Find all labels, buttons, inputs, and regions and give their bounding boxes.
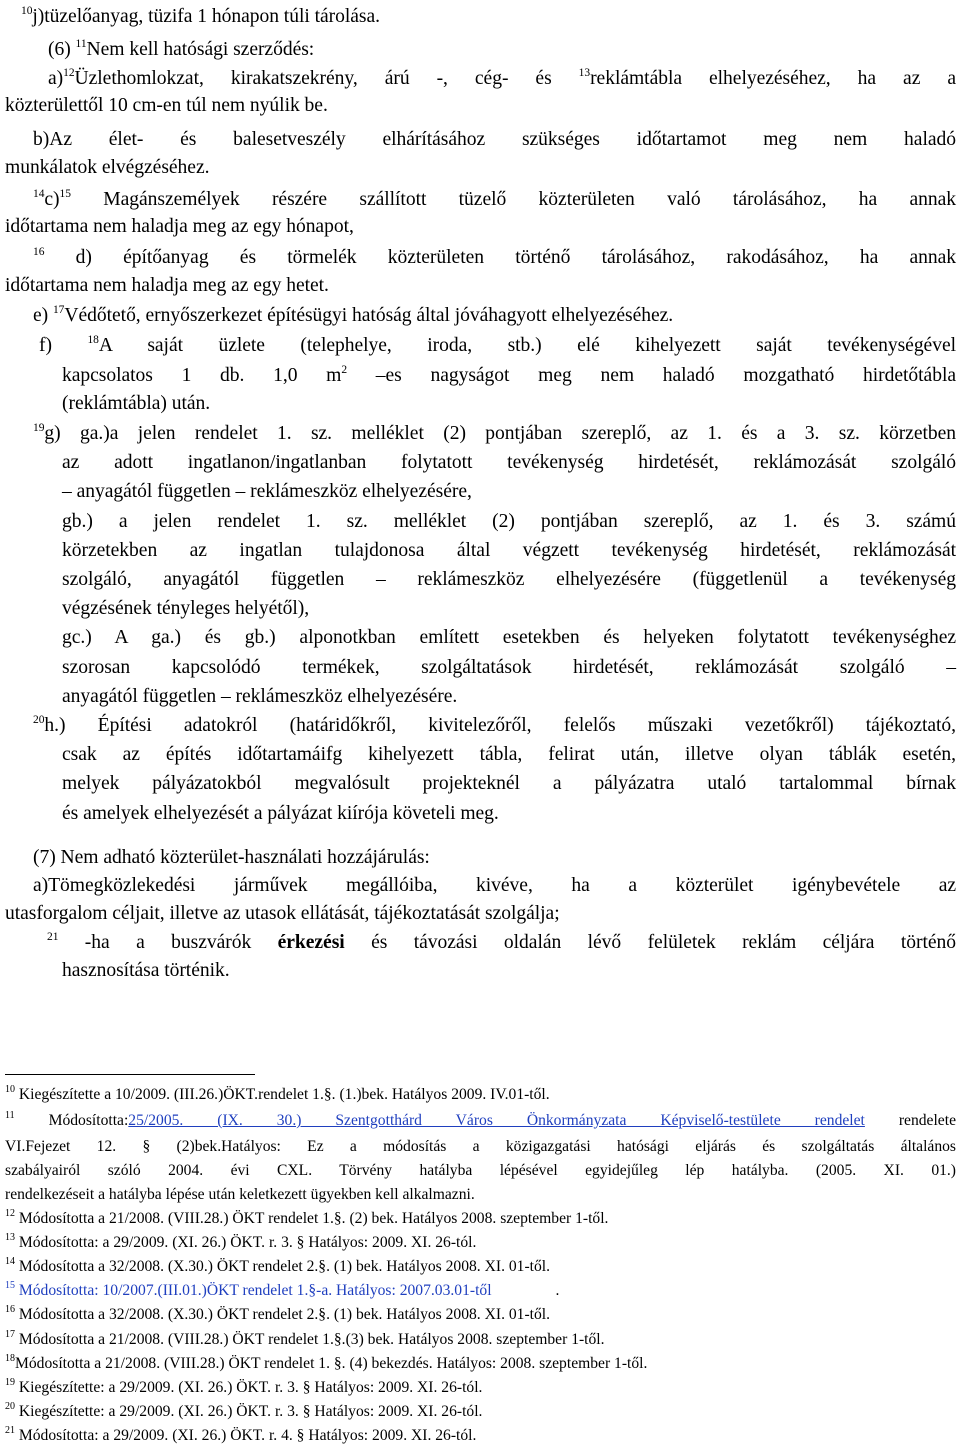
text-line: melyek pályázatokból megvalósult projekteknél a pályázatra utaló tartalommal bírnak	[62, 773, 956, 794]
text-line: e) $^{17}$Védőtető, ernyőszerkezet építésügyi hatóság által jóváhagyott elhelyezéséhez.	[33, 304, 674, 326]
footnote: $^{18}$Módosította a 21/2008. (VIII.28.) ÖKT rendelet 1. §. (4) bekezdés. Hatályos: 2008. szeptember 1-től.	[5, 1353, 648, 1372]
footnote-ref[interactable]: 21	[47, 931, 59, 943]
text-line: gb.) a jelen rendelet 1. sz. melléklet (2) pontjában szereplő, az 1. és 3. számú	[62, 511, 956, 532]
section-heading: (7) Nem adható közterület-használati hozzájárulás:	[33, 847, 430, 868]
text-line: $^{16}$ d) építőanyag és törmelék közterületen történő tárolásához, rakodásához, ha annak	[33, 246, 956, 268]
footnote: $^{15}$ Módosította: 10/2007.(III.01.)ÖKT rendelet 1.§-a. Hatályos: 2007.03.01-től .	[5, 1280, 560, 1299]
text-line: b)Az élet- és balesetveszély elhárításához szükséges időtartamot meg nem haladó	[33, 129, 956, 150]
footnote: $^{13}$ Módosította: a 29/2009. (XI. 26.) ÖKT. r. 3. § Hatályos: 2009. XI. 26-tól.	[5, 1232, 477, 1251]
footnote-ref[interactable]: 15	[59, 188, 71, 200]
text-line: és amelyek elhelyezését a pályázat kiírója követeli meg.	[62, 803, 499, 824]
footnote: $^{16}$ Módosította a 32/2008. (X.30.) ÖKT rendelet 2.§. (1) bek. Hatályos 2008. XI. 01-től.	[5, 1304, 551, 1323]
text-line: munkálatok elvégzéséhez.	[5, 157, 210, 178]
text-line: szorosan kapcsolódó termékek, szolgáltatások hirdetését, reklámozását szolgáló –	[62, 657, 956, 678]
text-line: szolgáló, anyagától független – reklámeszköz elhelyezésére (függetlenül a tevékenység	[62, 569, 956, 590]
superscript: 2	[341, 364, 348, 376]
text-line: közterülettől 10 cm-en túl nem nyúlik be.	[5, 95, 328, 116]
footnote-ref[interactable]: 16	[33, 246, 45, 258]
text-line: utasforgalom céljait, illetve az utasok ellátását, tájékoztatását szolgálja;	[5, 903, 560, 924]
footnote-ref[interactable]: 10	[21, 5, 33, 17]
text-line: $^{14}$c)$^{15}$ Magánszemélyek részére szállított tüzelő közterületen való tárolásához, ha annak	[33, 188, 956, 210]
footnote: $^{11}$ Módosította:25/2005. (IX. 30.) Szentgotthárd Város Önkormányzata Képviselő-testülete rendelet rendelete	[5, 1110, 956, 1129]
text-line: (reklámtábla) után.	[62, 393, 211, 414]
text-line: időtartama nem haladja meg az egy hónapot,	[5, 216, 354, 237]
text-line: $^{10}$j)tüzelőanyag, tüzifa 1 hónapon túli tárolása.	[21, 5, 380, 27]
text-line: $^{21}$ -ha a buszvárók érkezési és távozási oldalán lévő felületek reklám céljára történő	[47, 931, 956, 953]
footnote-ref[interactable]: 20	[33, 714, 45, 726]
text-line: körzetekben az ingatlan tulajdonosa által végzett tevékenység hirdetését, reklámozását	[62, 540, 956, 561]
footnote: rendelkezéseit a hatályba lépése után keletkezett ügyekben kell alkalmazni.	[5, 1186, 475, 1203]
footnote: $^{10}$ Kiegészítette a 10/2009. (III.26.)ÖKT.rendelet 1.§. (1.)bek. Hatályos 2009. IV.01-től.	[5, 1084, 550, 1103]
footnote-ref[interactable]: 14	[33, 188, 45, 200]
text-line: időtartama nem haladja meg az egy hetet.	[5, 275, 329, 296]
text-line: $^{20}$h.) Építési adatokról (határidőkről, kivitelezőről, felelős műszaki vezetőkről) tájékoztató,	[33, 714, 956, 736]
footnote: $^{19}$ Kiegészítette: a 29/2009. (XI. 26.) ÖKT. r. 3. § Hatályos: 2009. XI. 26-tól.	[5, 1377, 483, 1396]
text-line: anyagától független – reklámeszköz elhelyezésére.	[62, 686, 458, 707]
footnote: $^{20}$ Kiegészítette: a 29/2009. (XI. 26.) ÖKT. r. 3. § Hatályos: 2009. XI. 26-tól.	[5, 1401, 483, 1420]
footnote-ref[interactable]: 18	[87, 334, 99, 346]
section-heading: (6) $^{11}$Nem kell hatósági szerződés:	[48, 38, 315, 60]
text-line: csak az építés időtartamáifg kihelyezett tábla, felirat után, illetve olyan táblák esetén,	[62, 744, 956, 765]
text-line: a)$^{12}$Üzlethomlokzat, kirakatszekrény, árú -, cég- és $^{13}$reklámtábla elhelyezéséhez, ha az a	[48, 67, 957, 89]
text-line: – anyagától független – reklámeszköz elhelyezésére,	[62, 481, 472, 502]
footnote: VI.Fejezet 12. § (2)bek.Hatályos: Ez a módosítás a közigazgatási hatósági eljárás és szolgáltatás általános	[5, 1138, 956, 1155]
footnote-ref[interactable]: 12	[63, 67, 75, 79]
text-line: a)Tömegközlekedési járművek megállóiba, kivéve, ha a közterület igénybevétele az	[33, 875, 956, 896]
text-line: az adott ingatlanon/ingatlanban folytatott tevékenység hirdetését, reklámozását szolgáló	[62, 452, 956, 473]
text-line: végzésének tényleges helyétől),	[62, 598, 310, 619]
footnote: $^{14}$ Módosította a 32/2008. (X.30.) ÖKT rendelet 2.§. (1) bek. Hatályos 2008. XI. 01-től.	[5, 1256, 551, 1275]
footnote-ref[interactable]: 19	[33, 422, 45, 434]
text-line: kapcsolatos 1 db. 1,0 $m^2$ –es nagyságot meg nem haladó mozgatható hirdetőtábla	[62, 364, 956, 386]
text-line: $^{19}$g) ga.)a jelen rendelet 1. sz. melléklet (2) pontjában szereplő, az 1. és a 3. sz. körzetben	[33, 422, 956, 444]
footnote-ref[interactable]: 13	[578, 67, 591, 79]
law-link[interactable]: 25/2005. (IX. 30.) Szentgotthárd Város Önkormányzata Képviselő-testülete rendelet	[128, 1112, 865, 1129]
footnote-ref[interactable]: 11	[75, 38, 87, 50]
text-line: gc.) A ga.) és gb.) alponotkban említett esetekben és helyeken folytatott tevékenységhez	[62, 627, 956, 648]
footnote: $^{21}$ Módosította: a 29/2009. (XI. 26.) ÖKT. r. 4. § Hatályos: 2009. XI. 26-tól.	[5, 1425, 477, 1444]
footnote: $^{12}$ Módosította a 21/2008. (VIII.28.) ÖKT rendelet 1.§. (2) bek. Hatályos 2008. szeptember 1-től.	[5, 1208, 609, 1227]
text-line: f) $^{18}$A saját üzlete (telephelye, iroda, stb.) elé kihelyezett saját tevékenységével	[39, 334, 956, 356]
footnote-divider	[5, 1074, 255, 1075]
footnote-ref[interactable]: 17	[52, 304, 65, 316]
footnote: $^{17}$ Módosította a 21/2008. (VIII.28.) ÖKT rendelet 1.§.(3) bek. Hatályos 2008. szeptember 1-től.	[5, 1329, 605, 1348]
text-line: hasznosítása történik.	[62, 960, 230, 981]
footnote: szabályairól szóló 2004. évi CXL. Törvény hatályba lépésével egyidejűleg lép hatályba. (2005. XI. 01.)	[5, 1162, 956, 1179]
